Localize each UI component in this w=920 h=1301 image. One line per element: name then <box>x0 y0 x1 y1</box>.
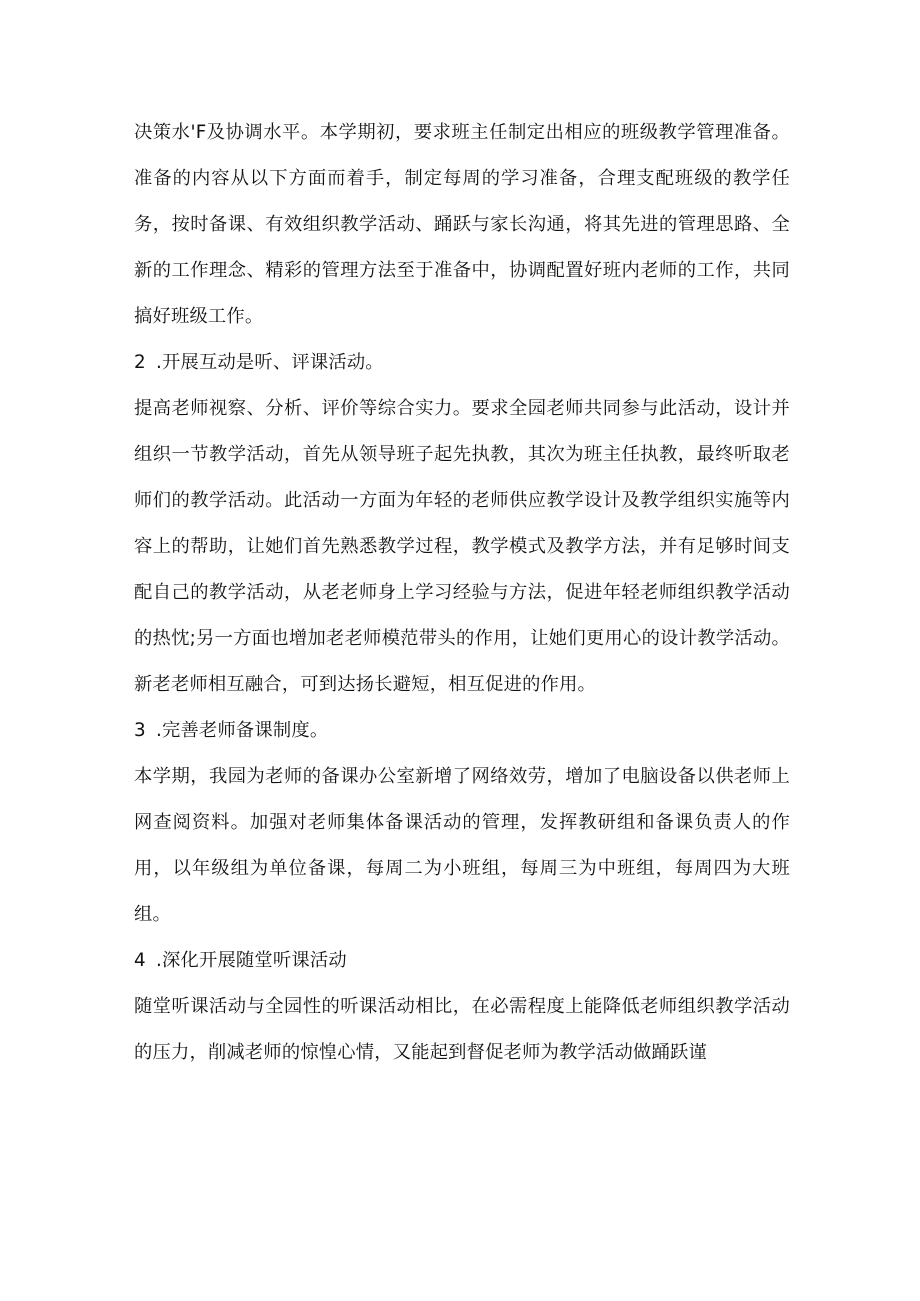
section-heading-2 <box>134 340 790 386</box>
paragraph-lesson-prep: 本学期，我园为老师的备课办公室新增了网络效劳，增加了电脑设备以供老师上网查阅资料。加强对老师集体备课活动的管理，发挥教研组和备课负责人的作用，以年级组为单位备课，每周二为小班组，每周三为中班组，每周四为大班组。 <box>134 766 790 925</box>
section-number: 4 <box>134 950 146 971</box>
section-title: .深化开展随堂听课活动 <box>156 950 347 971</box>
paragraph-class-plan: 决策水'F及协调水平。本学期初，要求班主任制定出相应的班级教学管理准备。准备的内容从以下方面而着手，制定每周的学习准备，合理支配班级的教学任务，按时备课、有效组织教学活动、踊跃与家长沟通，将其先进的管理思路、全新的工作理念、精彩的管理方法至于准备中，协调配置好班内老师的工作，共同搞好班级工作。 <box>134 122 790 327</box>
document-body <box>134 110 790 1076</box>
paragraph-lesson-evaluation: 提高老师视察、分析、评价等综合实力。要求全园老师共同参与此活动，设计并组织一节教学活动，首先从领导班子起先执教，其次为班主任执教，最终听取老师们的教学活动。此活动一方面为年轻的老师供应教学设计及教学组织实施等内容上的帮助，让她们首先熟悉教学过程，教学模式及教学方法，并有足够时间支配自己的教学活动，从老老师身上学习经验与方法，促进年轻老师组织教学活动的热忱;另一方面也增加老老师模范带头的作用，让她们更用心的设计教学活动。新老老师相互融合，可到达扬长避短，相互促进的作用。 <box>134 398 790 695</box>
section-number: 2 <box>134 352 146 373</box>
section-number: 3 <box>134 720 146 741</box>
section-title: .开展互动是听、评课活动。 <box>156 352 384 373</box>
section-heading-4 <box>134 938 790 984</box>
paragraph-class-observation: 随堂听课活动与全园性的听课活动相比，在必需程度上能降低老师组织教学活动的压力，削减老师的惊惶心情，又能起到督促老师为教学活动做踊跃谨 <box>134 996 790 1063</box>
section-title: .完善老师备课制度。 <box>156 720 329 741</box>
section-heading-3 <box>134 708 790 754</box>
